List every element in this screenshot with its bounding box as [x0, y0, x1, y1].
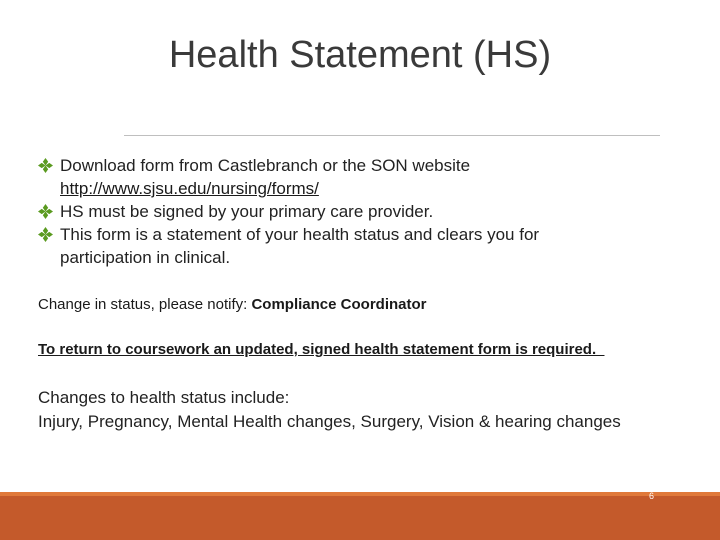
changes-heading: Changes to health status include: [38, 388, 290, 407]
diamond-bullet-icon [38, 158, 53, 173]
bullet-text-continued: participation in clinical. [60, 248, 231, 267]
return-requirement: To return to coursework an updated, signed health statement form is required. [38, 341, 605, 358]
compliance-contact: Compliance Coordinator [251, 296, 427, 313]
bullet-text: HS must be signed by your primary care provider. [60, 202, 434, 221]
title-divider [124, 135, 660, 136]
diamond-bullet-icon [38, 204, 53, 219]
status-notice [38, 296, 426, 313]
health-changes-block [38, 386, 621, 434]
bullet-text: This form is a statement of your health status and clears you for [60, 225, 540, 244]
son-forms-link[interactable]: http://www.sjsu.edu/nursing/forms/ [60, 179, 319, 198]
changes-list: Injury, Pregnancy, Mental Health changes, Surgery, Vision & hearing changes [38, 412, 621, 431]
status-prefix: Change in status, please notify: [38, 296, 252, 313]
bullet-text: Download form from Castlebranch or the SON website [60, 156, 471, 175]
bullet-item-download [38, 154, 678, 200]
bullet-item-signature [38, 200, 678, 223]
page-number: 6 [648, 491, 654, 501]
bullet-item-statement [38, 223, 678, 269]
footer-band [0, 496, 720, 540]
diamond-bullet-icon [38, 227, 53, 242]
bullet-list [38, 154, 678, 269]
slide-title: Health Statement (HS) [168, 34, 552, 76]
